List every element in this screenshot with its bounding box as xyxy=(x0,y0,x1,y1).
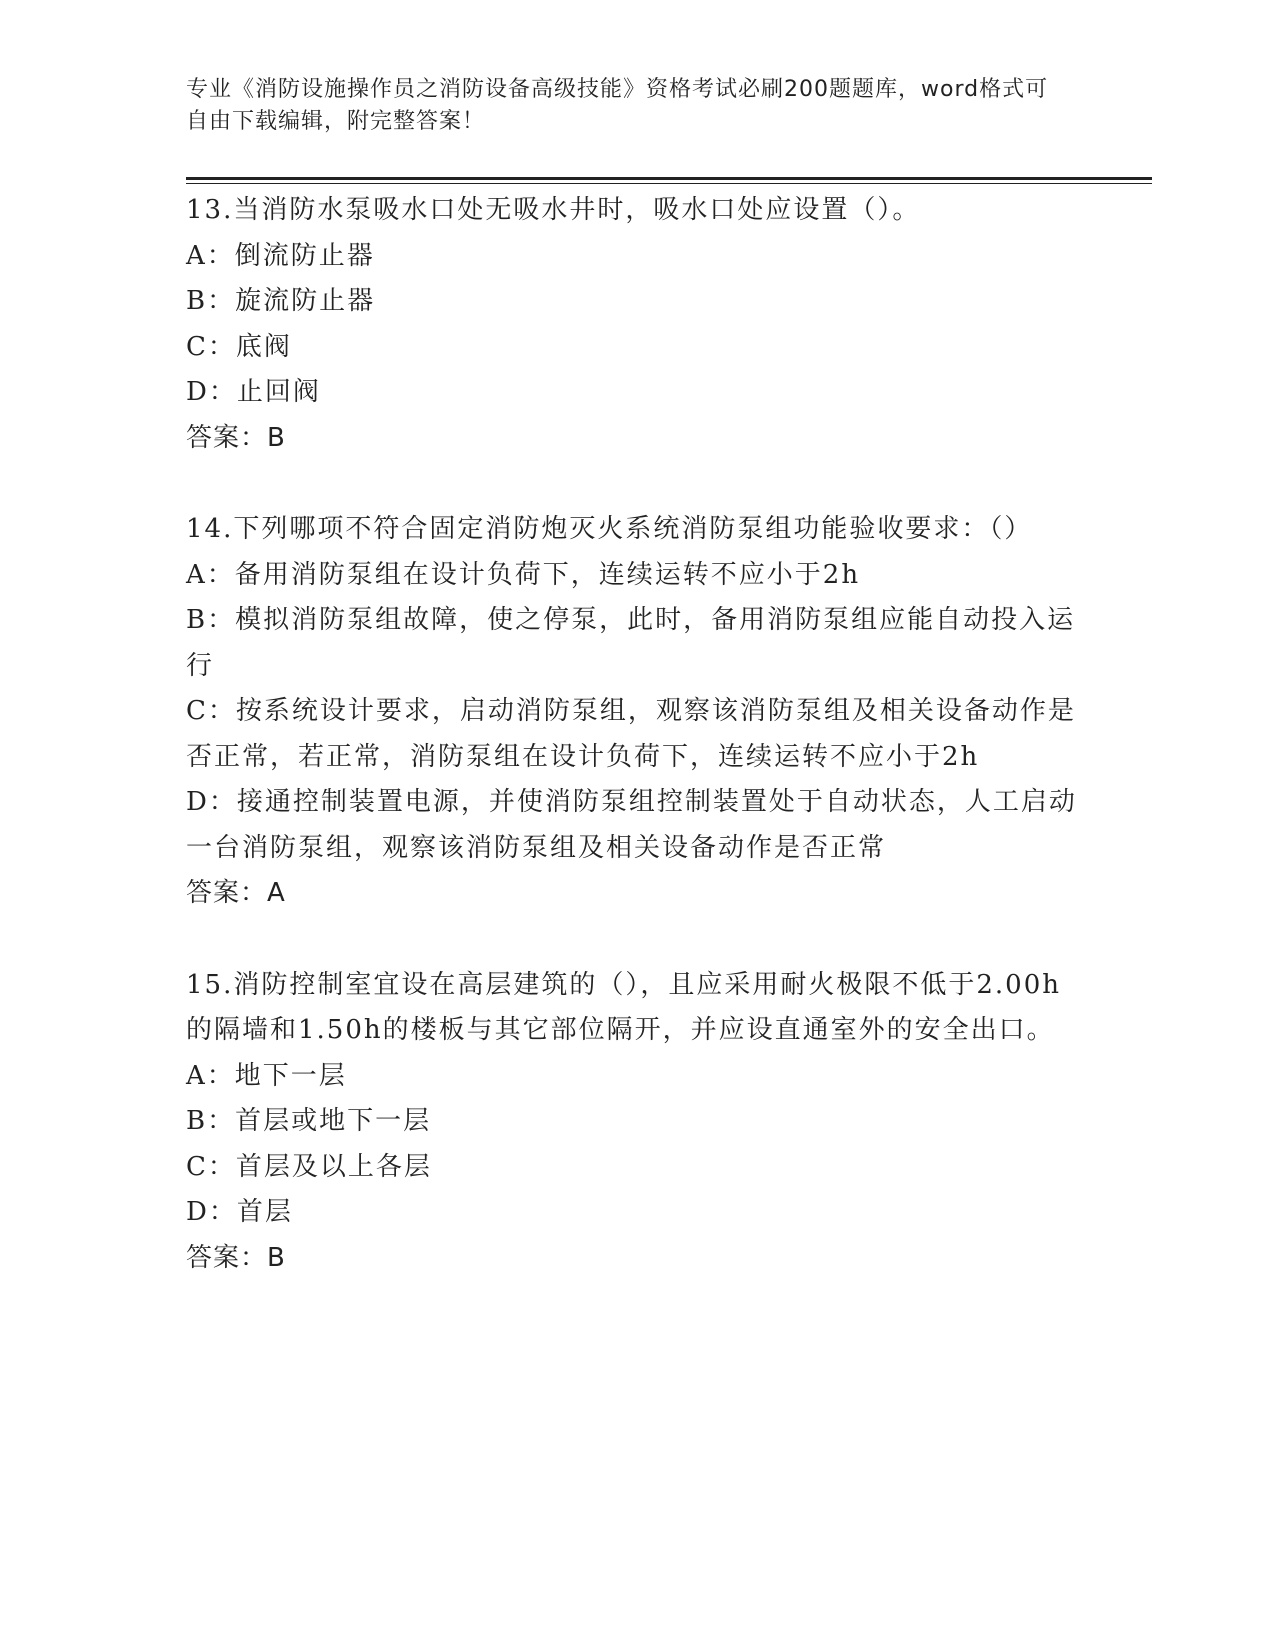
option-c: C：首层及以上各层 xyxy=(186,1151,432,1182)
option-b: B：模拟消防泵组故障，使之停泵，此时，备用消防泵组应能自动投入运行 xyxy=(186,605,1076,681)
option-d: D：接通控制装置电源，并使消防泵组控制装置处于自动状态，人工启动一台消防泵组，观察该消防泵组及相关设备动作是否正常 xyxy=(186,787,1077,863)
option-c: C：底阀 xyxy=(186,331,292,362)
option-c: C：按系统设计要求，启动消防泵组，观察该消防泵组及相关设备动作是否正常，若正常，消防泵组在设计负荷下，连续运转不应小于2h xyxy=(186,696,1076,772)
option-a: A：倒流防止器 xyxy=(186,240,375,271)
question-stem: 13.当消防水泵吸水口处无吸水井时，吸水口处应设置（）。 xyxy=(186,195,921,225)
answer-line: 答案：B xyxy=(186,422,286,453)
header-intro: 专业《消防设施操作员之消防设备高级技能》资格考试必刷200题题库，word格式可自由下载编辑，附完整答案！ xyxy=(186,77,1049,134)
option-d: D：首层 xyxy=(186,1197,293,1227)
answer-line: 答案：B xyxy=(186,1242,286,1273)
question-13 xyxy=(186,188,1086,461)
question-15 xyxy=(186,963,1086,1282)
question-stem: 14.下列哪项不符合固定消防炮灭火系统消防泵组功能验收要求：（） xyxy=(186,514,1033,544)
header-divider-thick xyxy=(186,177,1152,180)
option-b: B：旋流防止器 xyxy=(186,286,376,316)
option-a: A：地下一层 xyxy=(186,1060,347,1091)
option-b: B：首层或地下一层 xyxy=(186,1106,432,1136)
question-list xyxy=(186,188,1086,1327)
option-d: D：止回阀 xyxy=(186,377,321,407)
answer-line: 答案：A xyxy=(186,878,286,908)
question-stem: 15.消防控制室宜设在高层建筑的（），且应采用耐火极限不低于2.00h的隔墙和1.50h的楼板与其它部位隔开，并应设直通室外的安全出口。 xyxy=(186,969,1061,1045)
header-divider-thin xyxy=(186,183,1152,184)
option-a: A：备用消防泵组在设计负荷下，连续运转不应小于2h xyxy=(186,559,861,590)
question-14 xyxy=(186,507,1086,917)
